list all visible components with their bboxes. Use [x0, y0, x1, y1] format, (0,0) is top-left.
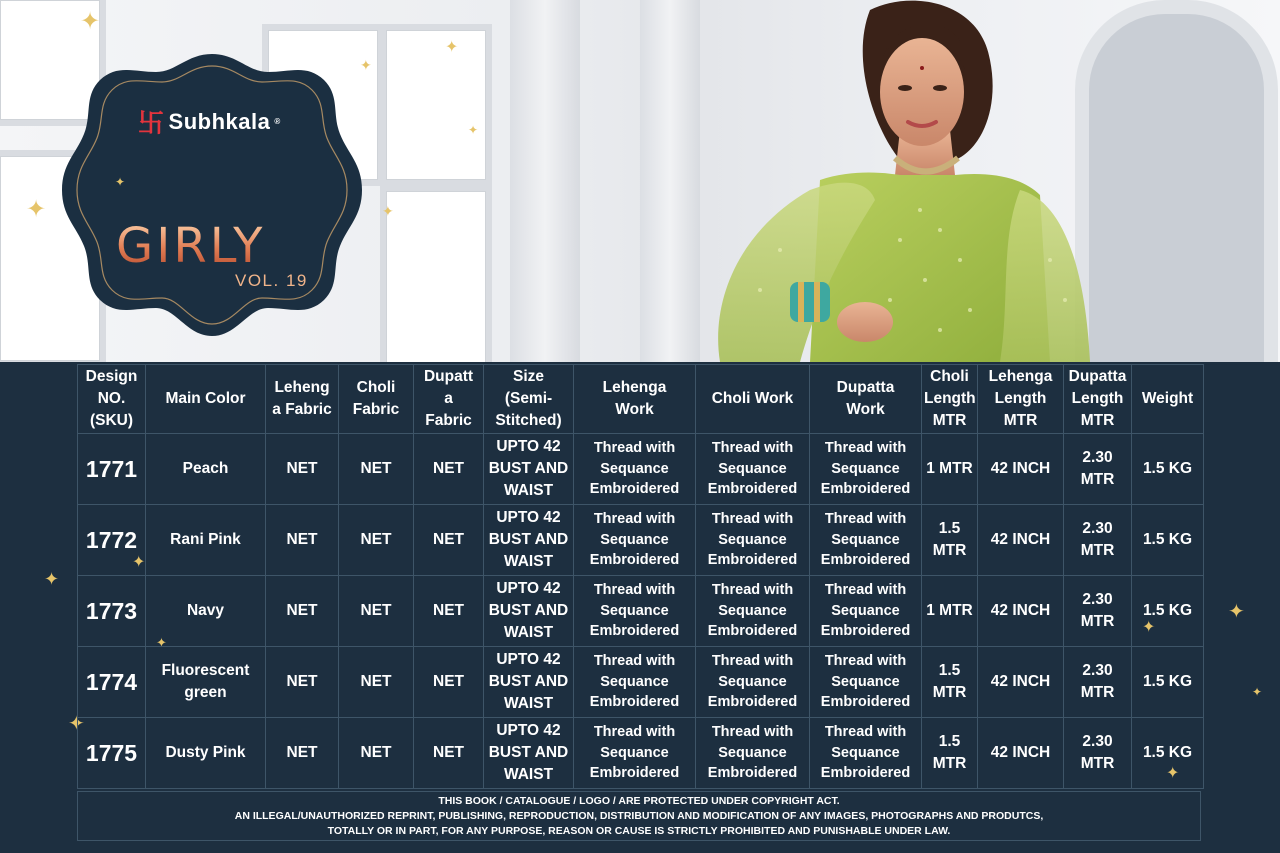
- collection-badge: [62, 50, 362, 340]
- dupatta-work-cell: Thread with Sequance Embroidered: [810, 505, 922, 576]
- dupatta-fabric-cell: NET: [414, 718, 484, 789]
- dupatta-work-cell: Thread with Sequance Embroidered: [810, 434, 922, 505]
- lehenga-length-cell: 42 INCH: [978, 576, 1064, 647]
- background-pillar-2: [640, 0, 700, 362]
- choli-fabric-cell: NET: [339, 434, 414, 505]
- column-header: Choli Length MTR: [922, 365, 978, 434]
- sparkle-icon: ✦: [1252, 685, 1263, 699]
- table-row: [78, 576, 1204, 647]
- collection-volume: VOL. 19: [235, 271, 308, 290]
- background-window-center-2: [380, 24, 492, 186]
- lehenga-work-cell: Thread with Sequance Embroidered: [574, 505, 696, 576]
- dupatta-length-cell: 2.30 MTR: [1064, 434, 1132, 505]
- dupatta-length-cell: 2.30 MTR: [1064, 718, 1132, 789]
- sparkle-icon: ✦: [132, 554, 146, 571]
- weight-cell: 1.5 KG: [1132, 647, 1204, 718]
- sparkle-icon: ✦: [44, 569, 60, 589]
- column-header: Design NO. (SKU): [78, 365, 146, 434]
- choli-fabric-cell: NET: [339, 576, 414, 647]
- sku-cell: 1775: [78, 718, 146, 789]
- choli-length-cell: 1.5 MTR: [922, 718, 978, 789]
- column-header: Leheng a Fabric: [266, 365, 339, 434]
- choli-fabric-cell: NET: [339, 505, 414, 576]
- dupatta-work-cell: Thread with Sequance Embroidered: [810, 576, 922, 647]
- column-header: Dupatt a Fabric: [414, 365, 484, 434]
- choli-work-cell: Thread with Sequance Embroidered: [696, 647, 810, 718]
- size-cell: UPTO 42 BUST AND WAIST: [484, 505, 574, 576]
- column-header: Lehenga Work: [574, 365, 696, 434]
- lehenga-fabric-cell: NET: [266, 647, 339, 718]
- copyright-notice: [77, 791, 1201, 841]
- color-cell: Rani Pink: [146, 505, 266, 576]
- sku-cell: 1772: [78, 505, 146, 576]
- choli-work-cell: Thread with Sequance Embroidered: [696, 434, 810, 505]
- dupatta-fabric-cell: NET: [414, 434, 484, 505]
- weight-cell: 1.5 KG: [1132, 718, 1204, 789]
- notice-line: TOTALLY OR IN PART, FOR ANY PURPOSE, REASON OR CAUSE IS STRICTLY PROHIBITED AND PUNISHABLE UNDER LAW.: [327, 825, 951, 837]
- background-pillar: [510, 0, 580, 362]
- product-spec-table: [77, 364, 1204, 789]
- background-arch: [1075, 0, 1278, 362]
- choli-work-cell: Thread with Sequance Embroidered: [696, 718, 810, 789]
- choli-work-cell: Thread with Sequance Embroidered: [696, 576, 810, 647]
- size-cell: UPTO 42 BUST AND WAIST: [484, 647, 574, 718]
- lehenga-fabric-cell: NET: [266, 505, 339, 576]
- sparkle-icon: ✦: [115, 175, 126, 189]
- choli-fabric-cell: NET: [339, 718, 414, 789]
- column-header: Weight: [1132, 365, 1204, 434]
- sparkle-icon: ✦: [26, 196, 47, 223]
- lehenga-length-cell: 42 INCH: [978, 647, 1064, 718]
- choli-length-cell: 1 MTR: [922, 576, 978, 647]
- collection-title: GIRLY: [116, 218, 266, 274]
- size-cell: UPTO 42 BUST AND WAIST: [484, 576, 574, 647]
- sparkle-icon: ✦: [360, 57, 372, 73]
- sku-cell: 1773: [78, 576, 146, 647]
- lehenga-length-cell: 42 INCH: [978, 505, 1064, 576]
- swastik-icon: 卐: [138, 108, 165, 138]
- column-header: Main Color: [146, 365, 266, 434]
- background-window-center-lower: [380, 185, 492, 362]
- color-cell: Navy: [146, 576, 266, 647]
- dupatta-fabric-cell: NET: [414, 505, 484, 576]
- sparkle-icon: ✦: [1166, 765, 1180, 782]
- dupatta-length-cell: 2.30 MTR: [1064, 647, 1132, 718]
- brand-name: Subhkala: [168, 108, 271, 134]
- color-cell: Peach: [146, 434, 266, 505]
- sku-cell: 1774: [78, 647, 146, 718]
- lehenga-length-cell: 42 INCH: [978, 434, 1064, 505]
- brand-logo: [138, 103, 281, 140]
- dupatta-length-cell: 2.30 MTR: [1064, 505, 1132, 576]
- hero-photo: [0, 0, 1280, 362]
- lehenga-length-cell: 42 INCH: [978, 718, 1064, 789]
- notice-line: THIS BOOK / CATALOGUE / LOGO / ARE PROTECTED UNDER COPYRIGHT ACT.: [438, 795, 840, 807]
- column-header: Lehenga Length MTR: [978, 365, 1064, 434]
- dupatta-fabric-cell: NET: [414, 647, 484, 718]
- model-photo: [700, 0, 1090, 362]
- sparkle-icon: ✦: [445, 39, 459, 56]
- size-cell: UPTO 42 BUST AND WAIST: [484, 434, 574, 505]
- choli-length-cell: 1.5 MTR: [922, 505, 978, 576]
- weight-cell: 1.5 KG: [1132, 434, 1204, 505]
- choli-work-cell: Thread with Sequance Embroidered: [696, 505, 810, 576]
- column-header: Dupatta Work: [810, 365, 922, 434]
- table-row: [78, 505, 1204, 576]
- weight-cell: 1.5 KG: [1132, 576, 1204, 647]
- sparkle-icon: ✦: [1228, 601, 1245, 623]
- size-cell: UPTO 42 BUST AND WAIST: [484, 718, 574, 789]
- lehenga-fabric-cell: NET: [266, 576, 339, 647]
- sparkle-icon: ✦: [1142, 619, 1156, 636]
- color-cell: Dusty Pink: [146, 718, 266, 789]
- lehenga-work-cell: Thread with Sequance Embroidered: [574, 576, 696, 647]
- column-header: Choli Fabric: [339, 365, 414, 434]
- registered-mark: ®: [274, 117, 281, 126]
- sparkle-icon: ✦: [382, 203, 394, 219]
- sparkle-icon: ✦: [68, 713, 85, 735]
- dupatta-length-cell: 2.30 MTR: [1064, 576, 1132, 647]
- sku-cell: 1771: [78, 434, 146, 505]
- table-row: [78, 718, 1204, 789]
- notice-line: AN ILLEGAL/UNAUTHORIZED REPRINT, PUBLISHING, REPRODUCTION, DISTRIBUTION AND MODIFICATION OF ANY IMAGES, PHOTOGRAPHS AND PRODUTCS,: [234, 810, 1044, 822]
- table-header-row: [78, 365, 1204, 434]
- sparkle-icon: ✦: [156, 635, 167, 650]
- table-row: [78, 434, 1204, 505]
- color-cell: Fluorescent green: [146, 647, 266, 718]
- sparkle-icon: ✦: [80, 8, 101, 35]
- lehenga-fabric-cell: NET: [266, 718, 339, 789]
- choli-length-cell: 1 MTR: [922, 434, 978, 505]
- choli-length-cell: 1.5 MTR: [922, 647, 978, 718]
- sparkle-icon: ✦: [468, 123, 479, 137]
- lehenga-work-cell: Thread with Sequance Embroidered: [574, 647, 696, 718]
- column-header: Choli Work: [696, 365, 810, 434]
- lehenga-fabric-cell: NET: [266, 434, 339, 505]
- choli-fabric-cell: NET: [339, 647, 414, 718]
- weight-cell: 1.5 KG: [1132, 505, 1204, 576]
- lehenga-work-cell: Thread with Sequance Embroidered: [574, 718, 696, 789]
- column-header: Dupatta Length MTR: [1064, 365, 1132, 434]
- dupatta-work-cell: Thread with Sequance Embroidered: [810, 718, 922, 789]
- dupatta-fabric-cell: NET: [414, 576, 484, 647]
- lehenga-work-cell: Thread with Sequance Embroidered: [574, 434, 696, 505]
- dupatta-work-cell: Thread with Sequance Embroidered: [810, 647, 922, 718]
- column-header: Size (Semi- Stitched): [484, 365, 574, 434]
- table-row: [78, 647, 1204, 718]
